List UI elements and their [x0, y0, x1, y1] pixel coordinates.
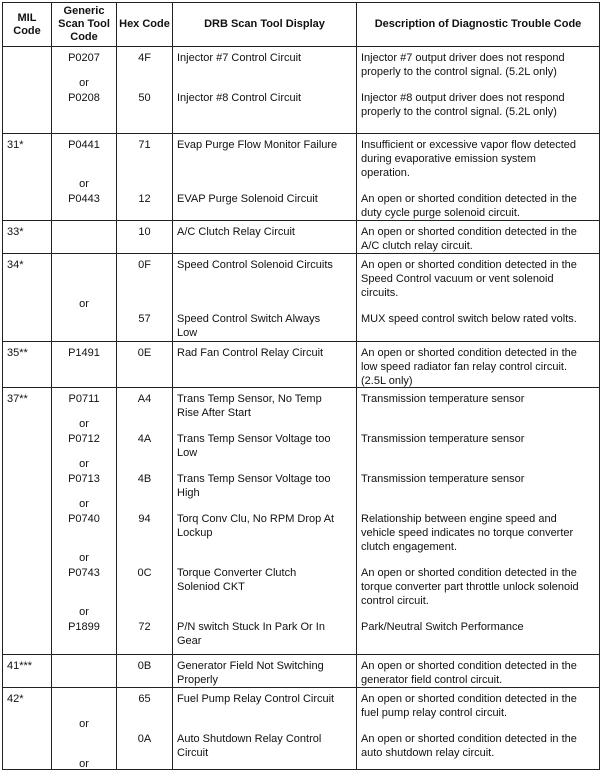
- or-label: or: [79, 458, 89, 470]
- drb-display-cell: [173, 254, 357, 342]
- generic-code: P0713: [68, 473, 100, 485]
- description-text: properly to the control signal. (5.2L only): [361, 66, 557, 78]
- hex-code-cell: [117, 47, 173, 134]
- mil-code-content: [3, 388, 51, 654]
- hex-code: 10: [138, 226, 151, 238]
- description-text: clutch engagement.: [361, 541, 458, 553]
- hex-code-content: [117, 221, 172, 253]
- table-body: [3, 47, 600, 770]
- description-cell: [357, 134, 600, 221]
- header-drb-display: DRB Scan Tool Display: [173, 3, 357, 47]
- hex-code: 4F: [138, 52, 151, 64]
- hex-code-cell: [117, 342, 173, 388]
- description-text: An open or shorted condition detected in the: [361, 347, 577, 359]
- mil-code: 37**: [7, 393, 28, 405]
- description-text: generator field control circuit.: [361, 674, 503, 686]
- drb-display-text: Evap Purge Flow Monitor Failure: [177, 139, 338, 151]
- description-text: during evaporative emission system: [361, 153, 536, 165]
- hex-code-cell: [117, 688, 173, 770]
- hex-code: 71: [138, 139, 151, 151]
- or-label: or: [79, 606, 89, 618]
- drb-display-text: Gear: [177, 635, 202, 647]
- description-text: control circuit.: [361, 595, 429, 607]
- description-cell: [357, 254, 600, 342]
- header-description: Description of Diagnostic Trouble Code: [357, 3, 600, 47]
- table-row: [3, 655, 600, 688]
- mil-code-cell: [3, 388, 52, 655]
- description-text: fuel pump relay control circuit.: [361, 707, 508, 719]
- or-label: or: [79, 552, 89, 564]
- description-text: Relationship between engine speed and: [361, 513, 557, 525]
- description-text: (2.5L only): [361, 375, 413, 387]
- description-text: Insufficient or excessive vapor flow detected: [361, 139, 577, 151]
- drb-display-cell: [173, 688, 357, 770]
- description-text: An open or shorted condition detected in the: [361, 226, 577, 238]
- description-text: Transmission temperature sensor: [361, 393, 525, 405]
- hex-code: 0E: [137, 347, 152, 359]
- drb-display-text: A/C Clutch Relay Circuit: [177, 226, 295, 238]
- hex-code: 0F: [138, 259, 151, 271]
- drb-display-text: Rise After Start: [177, 407, 251, 419]
- description-text: An open or shorted condition detected in the: [361, 259, 577, 271]
- or-label: or: [79, 178, 89, 190]
- generic-code: P0208: [68, 92, 100, 104]
- header-hex-code: Hex Code: [117, 3, 173, 47]
- drb-display-text: Injector #8 Control Circuit: [177, 92, 302, 104]
- generic-code-cell: [52, 655, 117, 688]
- generic-code: P1899: [68, 621, 100, 633]
- or-label: or: [79, 718, 89, 730]
- drb-display-content: [173, 388, 356, 654]
- mil-code-content: [3, 254, 51, 341]
- drb-display-text: Speed Control Solenoid Circuits: [177, 259, 333, 271]
- or-label: or: [79, 758, 89, 770]
- hex-code-content: [117, 342, 172, 387]
- table-row: [3, 254, 600, 342]
- description-text: Speed Control vacuum or vent solenoid: [361, 273, 554, 285]
- header-row: [3, 3, 600, 47]
- description-content: [357, 134, 599, 220]
- drb-display-text: Lockup: [177, 527, 213, 539]
- generic-code-cell: [52, 254, 117, 342]
- drb-display-cell: [173, 47, 357, 134]
- drb-display-text: Injector #7 Control Circuit: [177, 52, 302, 64]
- generic-code-content: [52, 254, 116, 341]
- mil-code-cell: [3, 254, 52, 342]
- description-cell: [357, 388, 600, 655]
- drb-display-cell: [173, 221, 357, 254]
- description-text: Transmission temperature sensor: [361, 473, 525, 485]
- description-text: Transmission temperature sensor: [361, 433, 525, 445]
- description-content: [357, 342, 599, 387]
- hex-code-content: [117, 388, 172, 654]
- drb-display-cell: [173, 342, 357, 388]
- generic-code-cell: [52, 342, 117, 388]
- drb-display-text: Generator Field Not Switching: [177, 660, 324, 672]
- generic-code: P0711: [68, 393, 100, 405]
- drb-display-text: High: [177, 487, 200, 499]
- description-text: vehicle speed indicates no torque converter: [361, 527, 574, 539]
- description-text: duty cycle purge solenoid circuit.: [361, 207, 520, 219]
- description-text: auto shutdown relay circuit.: [361, 747, 495, 759]
- drb-display-content: [173, 254, 356, 341]
- description-content: [357, 655, 599, 687]
- mil-code-cell: [3, 688, 52, 770]
- description-cell: [357, 688, 600, 770]
- drb-display-cell: [173, 134, 357, 221]
- header-mil-code: MIL Code: [3, 3, 52, 47]
- hex-code-cell: [117, 221, 173, 254]
- mil-code: 42*: [7, 693, 24, 705]
- generic-code-cell: [52, 221, 117, 254]
- hex-code: 4A: [137, 433, 152, 445]
- hex-code-cell: [117, 254, 173, 342]
- drb-display-content: [173, 655, 356, 687]
- description-content: [357, 388, 599, 654]
- hex-code: 72: [138, 621, 151, 633]
- description-cell: [357, 655, 600, 688]
- mil-code: 31*: [7, 139, 24, 151]
- description-text: An open or shorted condition detected in the: [361, 733, 577, 745]
- mil-code: 41***: [7, 660, 33, 672]
- generic-code-content: [52, 47, 116, 133]
- drb-display-text: Low: [177, 447, 198, 459]
- drb-display-text: Auto Shutdown Relay Control: [177, 733, 322, 745]
- description-text: Injector #7 output driver does not respond: [361, 52, 565, 64]
- or-label: or: [79, 298, 89, 310]
- generic-code: P0441: [68, 139, 100, 151]
- description-text: properly to the control signal. (5.2L only): [361, 106, 557, 118]
- drb-display-cell: [173, 388, 357, 655]
- hex-code: 57: [138, 313, 151, 325]
- generic-code-content: [52, 134, 116, 220]
- drb-display-content: [173, 47, 356, 133]
- hex-code-content: [117, 134, 172, 220]
- generic-code: P0740: [68, 513, 100, 525]
- description-content: [357, 47, 599, 133]
- description-text: An open or shorted condition detected in the: [361, 567, 577, 579]
- description-text: MUX speed control switch below rated volts.: [361, 313, 577, 325]
- generic-code: P1491: [68, 347, 100, 359]
- description-text: Park/Neutral Switch Performance: [361, 621, 524, 633]
- hex-code: 0A: [137, 733, 152, 745]
- description-text: An open or shorted condition detected in the: [361, 193, 577, 205]
- hex-code-cell: [117, 388, 173, 655]
- mil-code-content: [3, 134, 51, 220]
- generic-code-cell: [52, 134, 117, 221]
- description-text: torque converter part throttle unlock solenoid: [361, 581, 579, 593]
- description-cell: [357, 342, 600, 388]
- hex-code: 0B: [137, 660, 152, 672]
- hex-code: A4: [137, 393, 152, 405]
- description-text: operation.: [361, 167, 410, 179]
- drb-display-text: Speed Control Switch Always: [177, 313, 321, 325]
- drb-display-text: Torq Conv Clu, No RPM Drop At: [177, 513, 335, 525]
- table-row: [3, 388, 600, 655]
- description-content: [357, 221, 599, 253]
- drb-display-text: P/N switch Stuck In Park Or In: [177, 621, 325, 633]
- mil-code-content: [3, 47, 51, 133]
- generic-code-content: [52, 342, 116, 387]
- mil-code-cell: [3, 655, 52, 688]
- hex-code: 65: [138, 693, 151, 705]
- description-text: low speed radiator fan relay control circuit.: [361, 361, 568, 373]
- generic-code-content: [52, 655, 116, 687]
- header-generic-scan-tool-code: Generic Scan Tool Code: [52, 3, 117, 47]
- drb-display-text: Trans Temp Sensor Voltage too: [177, 473, 331, 485]
- mil-code-cell: [3, 342, 52, 388]
- drb-display-cell: [173, 655, 357, 688]
- mil-code: 34*: [7, 259, 24, 271]
- generic-code: P0443: [68, 193, 100, 205]
- generic-code-cell: [52, 388, 117, 655]
- hex-code-content: [117, 254, 172, 341]
- description-text: Injector #8 output driver does not respond: [361, 92, 565, 104]
- drb-display-text: Soleniod CKT: [177, 581, 245, 593]
- table-row: [3, 342, 600, 388]
- dtc-table: [2, 2, 600, 770]
- mil-code-cell: [3, 47, 52, 134]
- drb-display-text: Properly: [177, 674, 218, 686]
- table-row: [3, 134, 600, 221]
- drb-display-content: [173, 342, 356, 387]
- drb-display-text: EVAP Purge Solenoid Circuit: [177, 193, 318, 205]
- description-content: [357, 254, 599, 341]
- hex-code-content: [117, 655, 172, 687]
- generic-code: P0207: [68, 52, 100, 64]
- drb-display-content: [173, 221, 356, 253]
- mil-code-cell: [3, 221, 52, 254]
- generic-code-content: [52, 388, 116, 654]
- drb-display-text: Trans Temp Sensor, No Temp: [177, 393, 322, 405]
- or-label: or: [79, 498, 89, 510]
- description-text: An open or shorted condition detected in the: [361, 693, 577, 705]
- drb-display-text: Rad Fan Control Relay Circuit: [177, 347, 324, 359]
- drb-display-text: Circuit: [177, 747, 209, 759]
- generic-code-cell: [52, 688, 117, 770]
- hex-code: 94: [138, 513, 151, 525]
- table-row: [3, 47, 600, 134]
- hex-code: 12: [138, 193, 151, 205]
- generic-code: P0712: [68, 433, 100, 445]
- mil-code-content: [3, 221, 51, 253]
- table-row: [3, 688, 600, 770]
- description-cell: [357, 47, 600, 134]
- generic-code-content: [52, 221, 116, 253]
- or-label: or: [79, 77, 89, 89]
- drb-display-text: Trans Temp Sensor Voltage too: [177, 433, 331, 445]
- hex-code: 50: [138, 92, 151, 104]
- generic-code: P0743: [68, 567, 100, 579]
- hex-code-content: [117, 47, 172, 133]
- generic-code-cell: [52, 47, 117, 134]
- description-cell: [357, 221, 600, 254]
- description-text: A/C clutch relay circuit.: [361, 240, 473, 252]
- mil-code-content: [3, 342, 51, 387]
- description-text: circuits.: [361, 287, 399, 299]
- mil-code: 33*: [7, 226, 24, 238]
- mil-code-content: [3, 655, 51, 687]
- hex-code-cell: [117, 655, 173, 688]
- mil-code: 35**: [7, 347, 28, 359]
- table-row: [3, 221, 600, 254]
- hex-code: 0C: [137, 567, 152, 579]
- hex-code-cell: [117, 134, 173, 221]
- drb-display-text: Low: [177, 327, 198, 339]
- description-text: An open or shorted condition detected in the: [361, 660, 577, 672]
- drb-display-text: Fuel Pump Relay Control Circuit: [177, 693, 335, 705]
- or-label: or: [79, 418, 89, 430]
- mil-code-cell: [3, 134, 52, 221]
- drb-display-text: Torque Converter Clutch: [177, 567, 297, 579]
- hex-code: 4B: [137, 473, 152, 485]
- drb-display-content: [173, 134, 356, 220]
